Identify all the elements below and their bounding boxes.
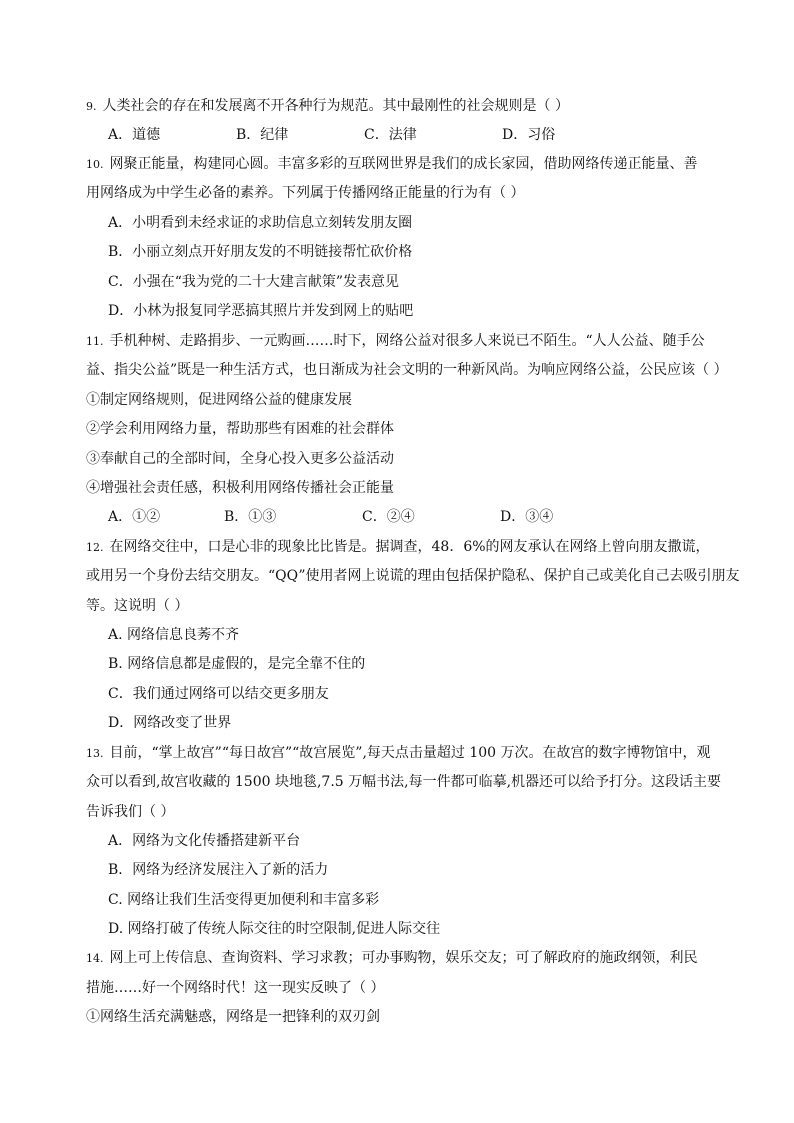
question-12-option-c: C．我们通过网络可以结交更多朋友: [108, 686, 329, 702]
option-b: B．纪律: [236, 127, 289, 143]
option-b: B．①③: [224, 509, 277, 525]
question-11-statement-2: ②学会利用网络力量，帮助那些有困难的社会群体: [86, 421, 394, 437]
question-12-stem-cont: 或用另一个身份去结交朋友。“QQ”使用者网上说谎的理由包括保护隐私、保护自己或美化自己去吸引朋友: [86, 568, 740, 584]
question-10-stem: 10. 网聚正能量，构建同心圆。丰富多彩的互联网世界是我们的成长家园，借助网络传递正能量、善: [86, 154, 698, 175]
option-c: C．法律: [364, 127, 417, 143]
question-11-stem-cont: 益、指尖公益”既是一种生活方式，也日渐成为社会文明的一种新风尚。为响应网络公益，公民应该（ ）: [86, 362, 728, 378]
option-d: D．③④: [500, 509, 554, 525]
question-11-statement-4: ④增强社会责任感，积极利用网络传播社会正能量: [86, 480, 394, 496]
question-11-statement-1: ①制定网络规则，促进网络公益的健康发展: [86, 392, 352, 408]
question-13-stem-cont-2: 告诉我们（ ）: [86, 804, 175, 820]
question-10-option-d: D．小林为报复同学恶搞其照片并发到网上的贴吧: [108, 303, 414, 319]
question-9-stem: 9. 人类社会的存在和发展离不开各种行为规范。其中最刚性的社会规则是（ ）: [86, 96, 569, 117]
option-c: C．②④: [362, 509, 415, 525]
question-number: 13.: [86, 747, 104, 760]
question-12-stem: 12. 在网络交往中，口是心非的现象比比皆是。据调查，48．6%的网友承认在网络上曾向朋友撒谎，: [86, 537, 710, 558]
question-13-option-c: C. 网络让我们生活变得更加便利和丰富多彩: [108, 892, 380, 908]
question-14-stem-cont: 措施……好一个网络时代！这一现实反映了（ ）: [86, 980, 385, 996]
question-10-option-c: C．小强在“我为党的二十大建言献策”发表意见: [108, 274, 400, 290]
question-number: 14.: [86, 952, 104, 965]
option-a: A．道德: [108, 127, 161, 143]
question-14-stem: 14. 网上可上传信息、查询资料、学习求教；可办事购物，娱乐交友；可了解政府的施政纲领，利民: [86, 948, 698, 969]
question-13-option-d: D. 网络打破了传统人际交往的时空限制,促进人际交往: [108, 921, 441, 937]
option-d: D．习俗: [502, 127, 556, 143]
question-13-stem: 13. 目前，“掌上故宫”“每日故宫”“故宫展览”,每天点击量超过 100 万次。在故宫的数字博物馆中，观: [86, 743, 711, 764]
question-number: 11.: [86, 335, 104, 348]
question-12-stem-cont-2: 等。这说明（ ）: [86, 598, 189, 614]
question-12-option-b: B. 网络信息都是虚假的，是完全靠不住的: [108, 656, 366, 672]
question-number: 10.: [86, 158, 104, 171]
question-11-stem: 11. 手机种树、走路捐步、一元购画……时下，网络公益对很多人来说已不陌生。“人人公益、随手公: [86, 331, 705, 352]
question-12-option-d: D．网络改变了世界: [108, 715, 232, 731]
question-number: 12.: [86, 541, 104, 554]
question-14-statement-1: ①网络生活充满魅惑，网络是一把锋利的双刃剑: [86, 1009, 380, 1025]
question-10-option-a: A．小明看到未经求证的求助信息立刻转发朋友圈: [108, 215, 413, 231]
question-11-statement-3: ③奉献自己的全部时间，全身心投入更多公益活动: [86, 451, 394, 467]
question-13-option-a: A．网络为文化传播搭建新平台: [108, 833, 301, 849]
question-10-stem-cont: 用网络成为中学生必备的素养。下列属于传播网络正能量的行为有（ ）: [86, 185, 525, 201]
question-10-option-b: B．小丽立刻点开好朋友发的不明链接帮忙砍价格: [108, 244, 413, 260]
question-number: 9.: [86, 100, 97, 113]
question-13-option-b: B．网络为经济发展注入了新的活力: [108, 862, 329, 878]
option-a: A．①②: [108, 509, 161, 525]
question-12-option-a: A. 网络信息良莠不齐: [108, 627, 240, 643]
question-13-stem-cont: 众可以看到,故宫收藏的 1500 块地毯,7.5 万幅书法,每一件都可临摹,机器还可以给予打分。这段话主要: [86, 774, 722, 790]
